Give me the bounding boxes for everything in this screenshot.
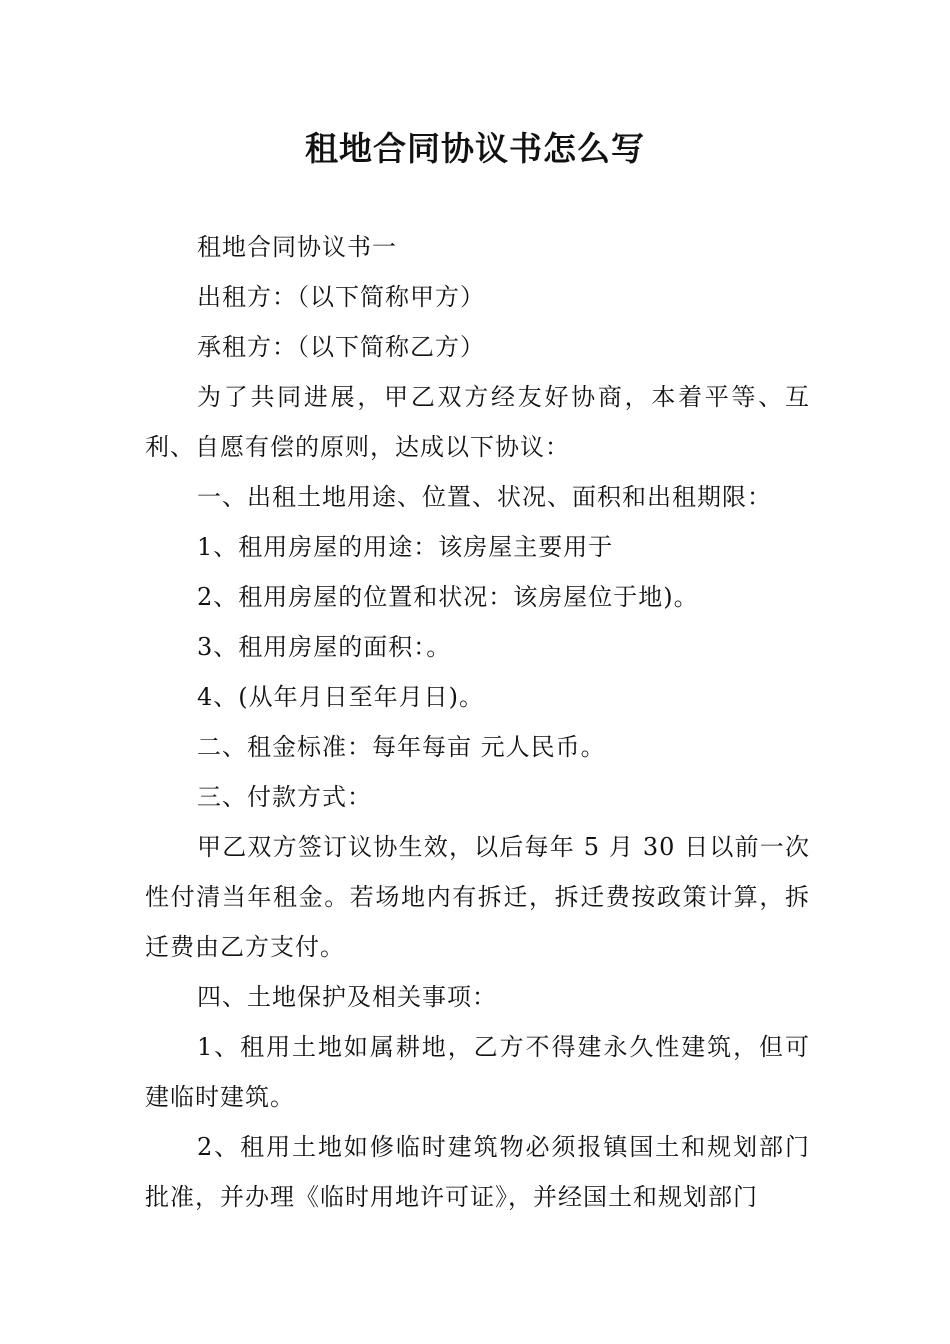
paragraph-contract-heading: 租地合同协议书一 xyxy=(197,233,397,261)
document-body xyxy=(145,222,810,1222)
document-title: 租地合同协议书怎么写 xyxy=(305,129,645,168)
paragraph-payment-terms: 甲乙双方签订议协生效，以后每年 5 月 30 日以前一次性付清当年租金。若场地内有拆迁，拆迁费按政策计算，拆迁费由乙方支付。 xyxy=(145,833,810,961)
paragraph-item-1: 1、租用房屋的用途：该房屋主要用于 xyxy=(197,533,614,561)
paragraph-section-1-heading: 一、出租土地用途、位置、状况、面积和出租期限： xyxy=(197,483,772,511)
paragraph-preamble: 为了共同进展，甲乙双方经友好协商，本着平等、互利、自愿有偿的原则，达成以下协议： xyxy=(145,383,810,461)
paragraph-section-2-rent: 二、租金标准：每年每亩 元人民币。 xyxy=(197,733,606,761)
paragraph-lessor: 出租方：（以下简称甲方） xyxy=(197,283,485,311)
paragraph-land-item-1: 1、租用土地如属耕地，乙方不得建永久性建筑，但可建临时建筑。 xyxy=(145,1033,810,1111)
paragraph-land-item-2: 2、租用土地如修临时建筑物必须报镇国土和规划部门批准，并办理《临时用地许可证》，并经国土和规划部门 xyxy=(145,1133,810,1211)
paragraph-item-2: 2、租用房屋的位置和状况：该房屋位于地)。 xyxy=(197,583,699,611)
paragraph-section-4-heading: 四、土地保护及相关事项： xyxy=(197,983,497,1011)
paragraph-item-3: 3、租用房屋的面积：。 xyxy=(197,633,452,661)
paragraph-section-3-heading: 三、付款方式： xyxy=(197,783,372,811)
paragraph-item-4: 4、(从年月日至年月日)。 xyxy=(197,683,484,711)
paragraph-lessee: 承租方：（以下简称乙方） xyxy=(197,333,485,361)
